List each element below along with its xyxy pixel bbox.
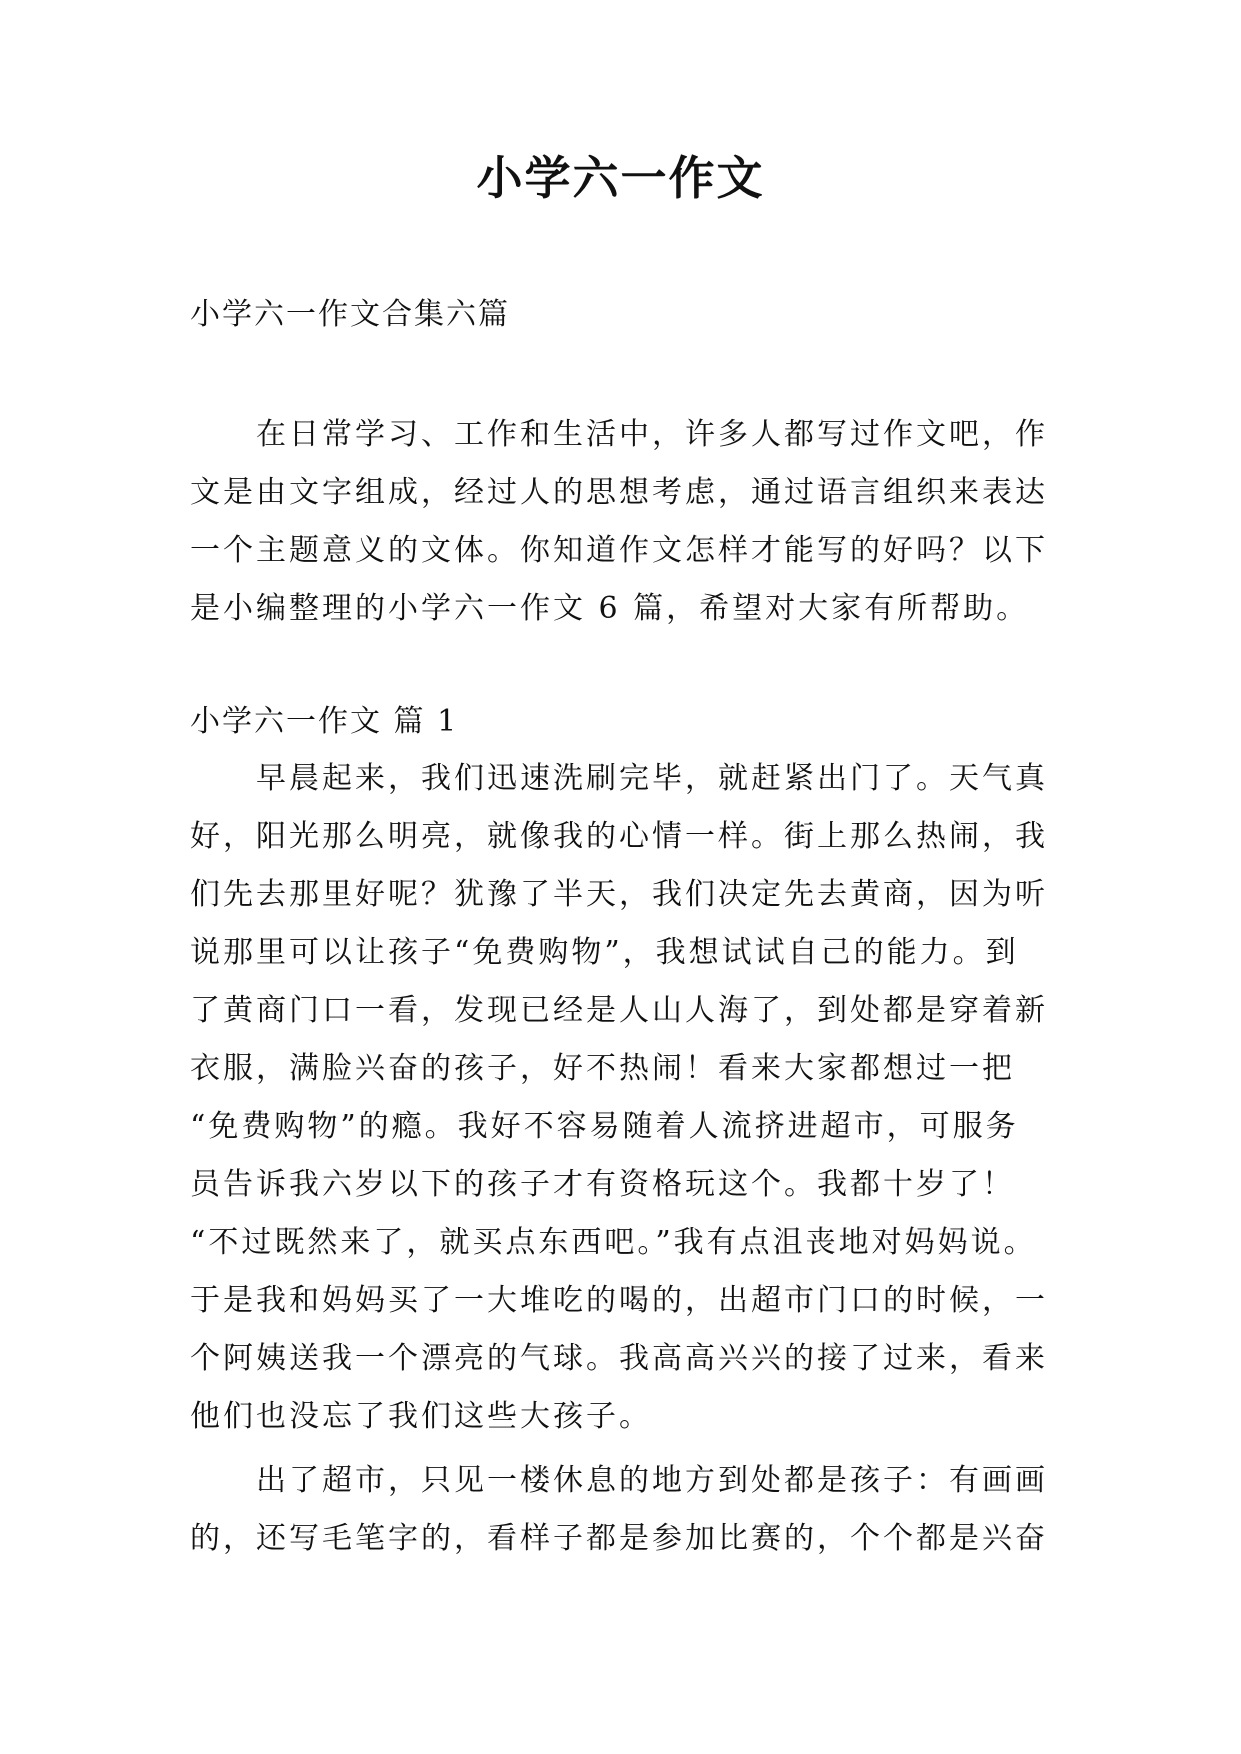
paragraph-line: 一个主题意义的文体。你知道作文怎样才能写的好吗？以下 (190, 533, 1048, 568)
paragraph-line: 了黄商门口一看，发现已经是人山人海了，到处都是穿着新 (190, 993, 1048, 1028)
document-title: 小学六一作文 (476, 151, 765, 205)
paragraph-line: 好，阳光那么明亮，就像我的心情一样。街上那么热闹，我 (190, 819, 1048, 854)
essay-paragraph-2 (190, 1452, 1070, 1568)
paragraph-line: 说那里可以让孩子“免费购物”，我想试试自己的能力。到 (190, 935, 1019, 970)
paragraph-line: 们先去那里好呢？犹豫了半天，我们决定先去黄商，因为听 (190, 877, 1048, 912)
paragraph-line: 文是由文字组成，经过人的思想考虑，通过语言组织来表达 (190, 475, 1048, 510)
paragraph-line: 员告诉我六岁以下的孩子才有资格玩这个。我都十岁了！ (190, 1167, 1015, 1202)
paragraph-line: “免费购物”的瘾。我好不容易随着人流挤进超市，可服务 (190, 1109, 1019, 1144)
paragraph-line: 的，还写毛笔字的，看样子都是参加比赛的，个个都是兴奋 (190, 1521, 1048, 1556)
paragraph-line: 在日常学习、工作和生活中，许多人都写过作文吧，作 (256, 417, 1048, 452)
document-subtitle: 小学六一作文合集六篇 (190, 297, 510, 332)
section-heading: 小学六一作文 篇 1 (190, 704, 459, 739)
paragraph-line: 是小编整理的小学六一作文 6 篇，希望对大家有所帮助。 (190, 591, 1030, 626)
intro-paragraph (190, 406, 1070, 638)
paragraph-line: 于是我和妈妈买了一大堆吃的喝的，出超市门口的时候，一 (190, 1283, 1048, 1318)
paragraph-line: 出了超市，只见一楼休息的地方到处都是孩子：有画画 (256, 1463, 1048, 1498)
essay-paragraph-1 (190, 750, 1070, 1446)
paragraph-line: 他们也没忘了我们这些大孩子。 (190, 1399, 652, 1434)
paragraph-line: 衣服，满脸兴奋的孩子，好不热闹！看来大家都想过一把 (190, 1051, 1015, 1086)
paragraph-line: 个阿姨送我一个漂亮的气球。我高高兴兴的接了过来，看来 (190, 1341, 1048, 1376)
paragraph-line: 早晨起来，我们迅速洗刷完毕，就赶紧出门了。天气真 (256, 761, 1048, 796)
paragraph-line: “不过既然来了，就买点东西吧。”我有点沮丧地对妈妈说。 (190, 1225, 1037, 1260)
